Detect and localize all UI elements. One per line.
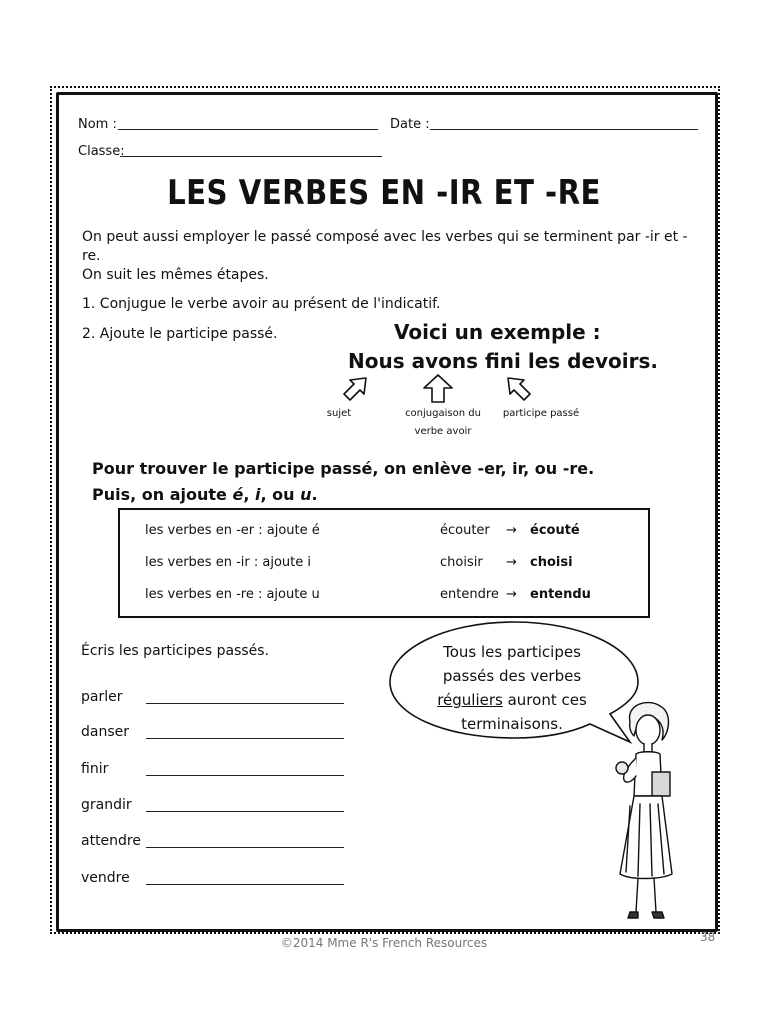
arrow-right-icon: → [506,523,517,538]
page-number: 38 [700,930,716,944]
row-rule: les verbes en -ir : ajoute i [145,555,311,570]
shoes-icon [628,912,664,918]
bubble-text [412,640,612,736]
name-label: Nom : [78,117,117,132]
arrow-right-icon: → [506,587,517,602]
table-row [120,555,648,577]
bubble-line-4: terminaisons. [461,715,563,733]
intro-text [82,228,702,285]
intro-line-2: On suit les mêmes étapes. [82,267,269,283]
footer-copyright: ©2014 Mme R's French Resources [280,936,488,950]
bubble-line-1: Tous les participes [443,643,581,661]
date-line [430,129,698,130]
example-sentence: Nous avons fini les devoirs. [348,349,659,373]
label-participle: participe passé [502,408,580,419]
step-1: 1. Conjugue le verbe avoir au présent de l'indicatif. [82,296,441,312]
label-conjugation [388,405,498,441]
rule-line-2-prefix: Puis, on ajoute [92,485,227,504]
verb-label: danser [81,724,130,740]
bubble-line-3-rest: auront ces [502,691,587,709]
name-line [118,129,378,130]
row-verb: entendre [440,587,499,602]
row-participle: entendu [530,587,591,602]
exercise-instruction: Écris les participes passés. [81,643,270,659]
apple-icon [616,762,628,774]
teacher-face-icon [636,715,660,745]
date-label: Date : [390,117,430,132]
example-arrows [338,372,538,406]
answer-line[interactable] [146,703,344,704]
arrow-conjugation-icon [424,375,452,402]
table-row [120,523,648,545]
example-title: Voici un exemple : [394,320,601,344]
arrow-right-icon: → [506,555,517,570]
row-participle: écouté [530,523,580,538]
row-verb: choisir [440,555,483,570]
teacher-illustration [600,696,684,926]
step-2: 2. Ajoute le participe passé. [82,326,278,342]
answer-line[interactable] [146,811,344,812]
bubble-line-3 [412,688,612,712]
row-verb: écouter [440,523,490,538]
label-conjugation-line-1: conjugaison du [405,408,481,419]
bubble-underlined: réguliers [437,691,503,709]
rule-line-1: Pour trouver le participe passé, on enlève -er, ir, ou -re. [92,459,595,478]
rule-sep-1: , [243,485,250,504]
label-conjugation-line-2: verbe avoir [414,426,472,437]
page-title: LES VERBES EN -IR ET -RE [167,173,601,213]
arrow-participle-icon [508,378,530,400]
rule-end: . [311,485,318,504]
rule-ending-i: i [254,485,261,504]
rule-ending-u: u [300,485,312,504]
class-line [120,156,382,157]
verb-label: grandir [81,797,132,813]
intro-line-1: On peut aussi employer le passé composé avec les verbes qui se terminent par -ir et -re. [82,229,688,264]
table-row [120,587,648,609]
verb-label: finir [81,761,109,777]
class-label: Classe: [78,144,125,159]
row-rule: les verbes en -re : ajoute u [145,587,320,602]
answer-line[interactable] [146,847,344,848]
label-subject: sujet [326,408,352,419]
answer-line[interactable] [146,884,344,885]
answer-line[interactable] [146,738,344,739]
rule-line-2 [92,482,594,508]
arrow-subject-icon [344,378,366,400]
row-rule: les verbes en -er : ajoute é [145,523,320,538]
endings-table [118,508,650,618]
rule-text [92,456,594,508]
answer-line[interactable] [146,775,344,776]
rule-sep-2: , ou [260,485,295,504]
bubble-line-2: passés des verbes [442,667,582,685]
rule-ending-e: é [232,485,244,504]
verb-label: attendre [81,833,141,849]
row-participle: choisi [530,555,573,570]
verb-label: parler [81,689,123,705]
book-icon [652,772,670,796]
verb-label: vendre [81,870,130,886]
